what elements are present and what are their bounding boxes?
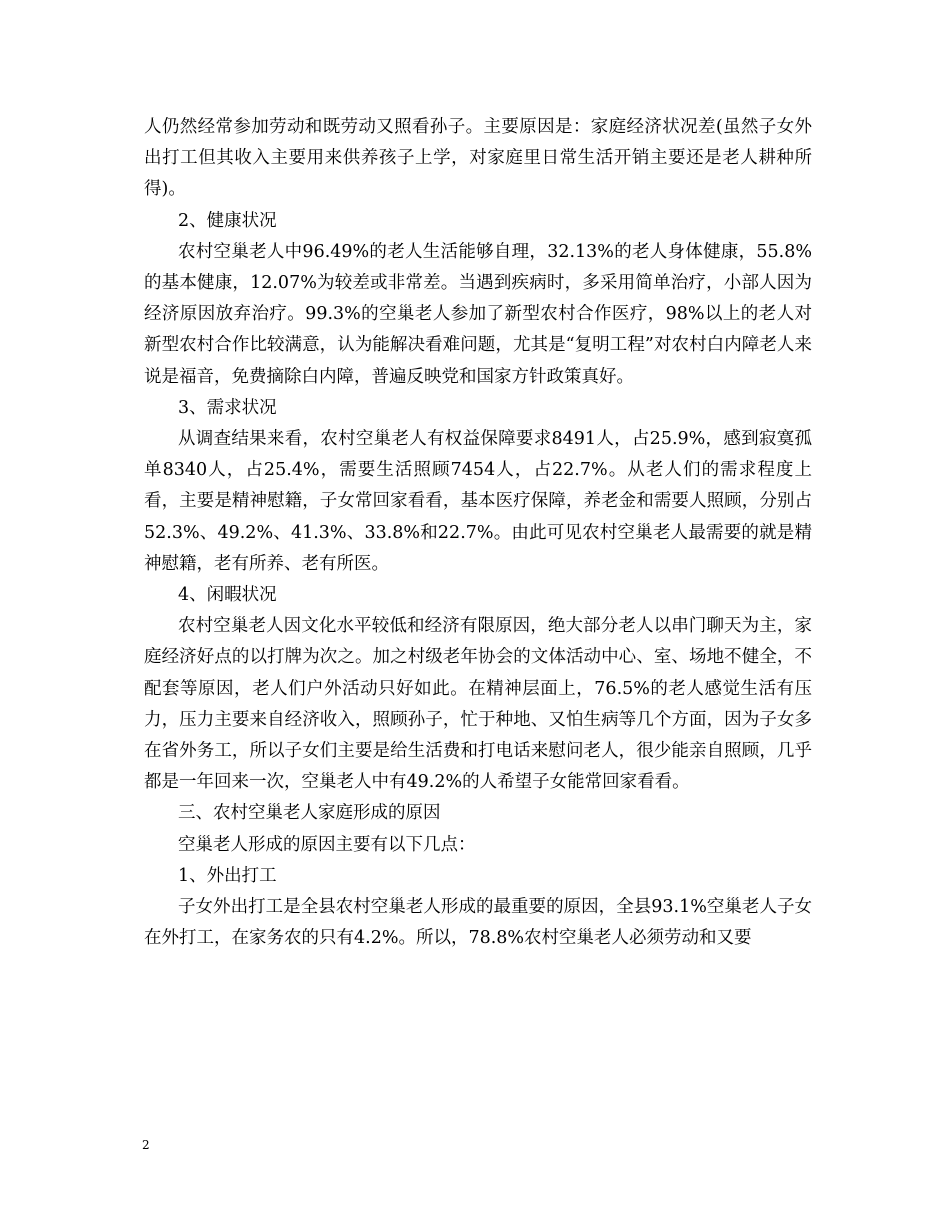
section-heading: 1、外出打工 xyxy=(178,865,277,886)
paragraph: 农村空巢老人中96.49%的老人生活能够自理，32.13%的老人身体健康，55.8%的基本健康，12.07%为较差或非常差。当遇到疾病时，多采用简单治疗，小部人因为经济原因放弃治疗。99.3%的空巢老人参加了新型农村合作医疗，98%以上的老人对新型农村合作比较满意，认为能解决看难问题，尤其是“复明工程”对农村白内障老人来说是福音，免费摘除白内障，普遍反映党和国家方针政策真好。 xyxy=(144,241,812,387)
document-body xyxy=(144,112,812,954)
paragraph: 子女外出打工是全县农村空巢老人形成的最重要的原因，全县93.1%空巢老人子女在外打工，在家务农的只有4.2%。所以，78.8%农村空巢老人必须劳动和又要 xyxy=(144,897,812,949)
paragraph: 人仍然经常参加劳动和既劳动又照看孙子。主要原因是：家庭经济状况差(虽然子女外出打工但其收入主要用来供养孩子上学，对家庭里日常生活开销主要还是老人耕种所得)。 xyxy=(144,117,812,200)
section-heading: 2、健康状况 xyxy=(178,210,277,231)
paragraph: 从调查结果来看，农村空巢老人有权益保障要求8491人，占25.9%，感到寂寞孤单8340人，占25.4%，需要生活照顾7454人，占22.7%。从老人们的需求程度上看，主要是精神慰籍，子女常回家看看，基本医疗保障，养老金和需要人照顾，分别占52.3%、49.2%、41.3%、33.8%和22.7%。由此可见农村空巢老人最需要的就是精神慰籍，老有所养、老有所医。 xyxy=(144,429,812,574)
paragraph: 空巢老人形成的原因主要有以下几点： xyxy=(178,834,476,855)
section-heading: 3、需求状况 xyxy=(178,397,277,418)
page-number: 2 xyxy=(142,1138,150,1152)
section-heading: 三、农村空巢老人家庭形成的原因 xyxy=(178,803,441,824)
section-heading: 4、闲暇状况 xyxy=(178,585,277,606)
paragraph: 农村空巢老人因文化水平较低和经济有限原因，绝大部分老人以串门聊天为主，家庭经济好点的以打牌为次之。加之村级老年协会的文体活动中心、室、场地不健全，不配套等原因，老人们户外活动只好如此。在精神层面上，76.5%的老人感觉生活有压力，压力主要来自经济收入，照顾孙子，忙于种地、又怕生病等几个方面，因为子女多在省外务工，所以子女们主要是给生活费和打电话来慰问老人，很少能亲自照顾，几乎都是一年回来一次，空巢老人中有49.2%的人希望子女能常回家看看。 xyxy=(144,616,812,793)
